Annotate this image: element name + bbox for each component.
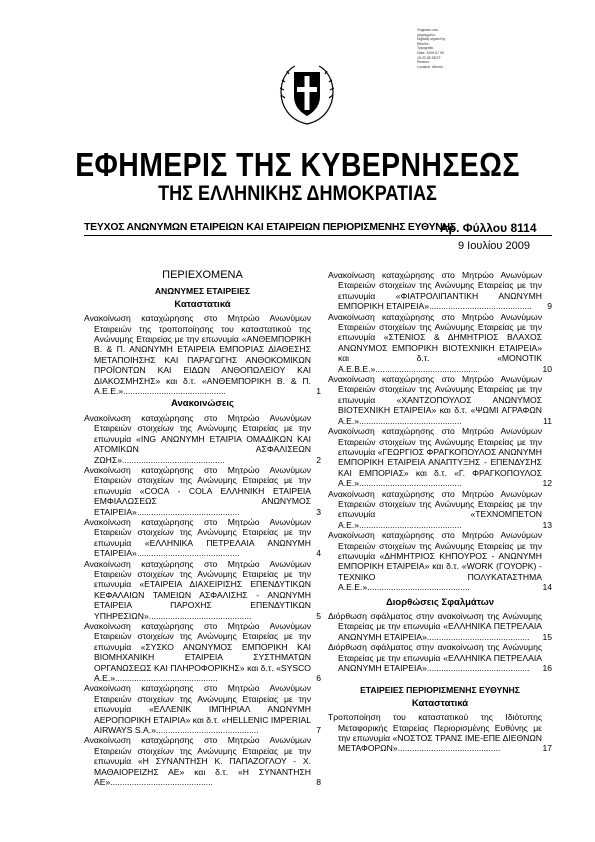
toc-entry bbox=[328, 489, 552, 531]
toc-entry-page: 6 bbox=[316, 673, 321, 684]
stamp-line: Typografio bbox=[417, 46, 434, 51]
sheet-number bbox=[440, 221, 537, 235]
toc-entry bbox=[84, 559, 321, 621]
toc-entry-text: Ανακοίνωση καταχώρησης στο Μητρώο Ανωνύμων Εταιρειών της τροποποίησης του καταστατικού της Ανώνυμης Εταιρείας με την επωνυμία «ΑΝΘΕΜΠΟΡΙΚΗ Β. & Π. ΑΝΩΝΥΜΗ ΕΤΑΙΡΕΙΑ ΕΜΠΟΡΙΑΣ ΔΙΑΘΕΣΗΣ ΜΕΤΑΠΟΙΗΣΗΣ ΚΑΙ ΠΑΡΑΓΩΓΗΣ ΑΝΘΟΚΟΜΙΚΩΝ ΠΡΟΪΟΝΤΩΝ ΚΑΙ ΕΙΔΩΝ ΑΝΘΟΠΩΛΕΙΟΥ ΚΑΙ ΔΙΑΚΟΣΜΗΣΗΣ» και δ.τ. «ΑΝΘΕΜΠΟΡΙΚΗ Β. & Π. Α.Ε.Ε.» ..... bbox=[84, 313, 311, 396]
section-heading-sa: ΑΝΩΝΥΜΕΣ ΕΤΑΙΡΕΙΕΣ bbox=[154, 286, 251, 297]
toc-entry-text: Διόρθωση σφάλματος στην ανακοίνωση της Ανώνυμης Εταιρείας με την επωνυμία «ΕΛΛΗΝΙΚΑ ΠΕΤΡΕΛΑΙΑ ΑΝΩΝΥΜΗ ΕΤΑΙΡΕΙΑ» ..... bbox=[328, 611, 542, 642]
toc-entry-page: 7 bbox=[316, 725, 321, 736]
toc-entry-page: 17 bbox=[542, 743, 552, 754]
toc-entry-page: 14 bbox=[542, 582, 552, 593]
toc-entry-page: 3 bbox=[316, 506, 321, 517]
announcements-list bbox=[84, 413, 321, 788]
subheading-announcements: Ανακοινώσεις bbox=[171, 398, 234, 410]
stamp-line: Date: 2009.07.09 bbox=[417, 50, 444, 55]
toc-entry-text: Ανακοίνωση καταχώρησης στο Μητρώο Ανωνύμων Εταιρειών στοιχείων της Ανώνυμης Εταιρείας με την επωνυμία «ΣΥΣΚΟ ΑΝΩΝΥΜΟΣ ΕΜΠΟΡΙΚΗ ΚΑΙ ΒΙΟΜΗΧΑΝΙΚΗ ΕΤΑΙΡΕΙΑ ΣΥΣΤΗΜΑΤΩΝ ΟΡΓΑΝΩΣΕΩΣ ΚΑΙ ΠΛΗΡΟΦΟΡΙΚΗΣ» και δ.τ. «SYSCO Α.Ε.» ..... bbox=[84, 621, 311, 683]
subheading-statutes: Καταστατικά bbox=[174, 298, 231, 310]
toc-entry bbox=[328, 712, 552, 754]
toc-entry-page: 9 bbox=[547, 301, 552, 312]
stamp-line: γεγραμμένο bbox=[417, 32, 436, 37]
toc-heading: ΠΕΡΙΕΧΟΜΕΝΑ bbox=[162, 269, 243, 281]
toc-entry-text: Ανακοίνωση καταχώρησης στο Μητρώο Ανωνύμων Εταιρειών στοιχείων της Ανώνυμης Εταιρείας με την επωνυμία «ING ΑΝΩΝΥΜΗ ΕΤΑΙΡΙΑ ΟΜΑΔΙΚΩΝ ΚΑΙ ΑΤΟΜΙΚΩΝ ΑΣΦΑΛΙΣΕΩΝ ΖΩΗΣ» ..... bbox=[84, 413, 311, 465]
toc-right-column bbox=[328, 270, 552, 754]
sheet-number-value: 8114 bbox=[510, 221, 537, 235]
toc-entry-text: Ανακοίνωση καταχώρησης στο Μητρώο Ανωνύμων Εταιρειών στοιχείων της Ανώνυμης Εταιρείας με την επωνυμία «ΕΛΛΗΝΙΚΑ ΠΕΤΡΕΛΑΙΑ ΑΝΩΝΥΜΗ ΕΤΑΙΡΕΙΑ» ..... bbox=[84, 517, 311, 558]
toc-entry-text: Ανακοίνωση καταχώρησης στο Μητρώο Ανωνύμων Εταιρειών στοιχείων της Ανώνυμης Εταιρείας με την επωνυμία «ΦΙΑΤΡΟΛΙΠΑΝΤΙΚΗ ΑΝΩΝΥΜΗ ΕΜΠΟΡΙΚΗ ΕΤΑΙΡΕΙΑ» ..... bbox=[328, 270, 542, 311]
toc-entry bbox=[328, 426, 552, 488]
section-heading-ltd: ΕΤΑΙΡΕΙΕΣ ΠΕΡΙΟΡΙΣΜΕΝΗΣ ΕΥΘΥΝΗΣ bbox=[360, 685, 520, 696]
toc-entry-text: Ανακοίνωση καταχώρησης στο Μητρώο Ανωνύμων Εταιρειών στοιχείων της Ανώνυμης Εταιρείας με την επωνυμία «Η ΣΥΝΑΝΤΗΣΗ Κ. ΠΑΠΑΖΟΓΛΟΥ - Χ. ΜΑΘΑΙΟΡΕΙΖΗΣ ΑΕ» και δ.τ. «Η ΣΥΝΑΝΤΗΣΗ ΑΕ» ..... bbox=[84, 735, 311, 787]
toc-entry-text: Ανακοίνωση καταχώρησης στο Μητρώο Ανωνύμων Εταιρειών στοιχείων της Ανώνυμης Εταιρείας με την επωνυμία «ΤΕΧΝΟΜΠΕΤΟΝ Α.Ε.» ..... bbox=[328, 489, 542, 530]
toc-entry-text: Ανακοίνωση καταχώρησης στο Μητρώο Ανωνύμων Εταιρειών στοιχείων της Ανώνυμης Εταιρείας με την επωνυμία «ΔΗΜΗΤΡΙΟΣ ΚΗΠΟΥΡΟΣ - ΑΝΩΝΥΜΗ ΕΜΠΟΡΙΚΗ ΕΤΑΙΡΕΙΑ» και δ.τ. «WORK (ΓΟΥΟΡΚ) - ΤΕΧΝΙΚΟ ΠΟΛΥΚΑΤΑΣΤΗΜΑ Α.Ε.Ε.» ..... bbox=[328, 530, 542, 592]
toc-entry bbox=[328, 530, 552, 592]
toc-entry-page: 13 bbox=[542, 519, 552, 530]
toc-entry-text: Ανακοίνωση καταχώρησης στο Μητρώο Ανωνύμων Εταιρειών στοιχείων της Ανώνυμης Εταιρείας με την επωνυμία «ΣΤΕΝΙΟΣ & ΔΗΜΗΤΡΙΟΣ ΒΛΑΧΟΣ ΑΝΩΝΥΜΟΣ ΕΜΠΟΡΙΚΗ ΒΙΟΤΕΧΝΙΚΗ ΕΤΑΙΡΕΙΑ» και δ.τ. «ΜΟΝΟΤΙΚ Α.Ε.Β.Ε.» ..... bbox=[328, 312, 542, 374]
toc-entry bbox=[328, 611, 552, 642]
greek-coat-of-arms-emblem bbox=[277, 58, 337, 128]
toc-entry bbox=[328, 270, 552, 312]
stamp-line: 15:33:38 EEST bbox=[417, 55, 441, 60]
subheading-ltd-statutes: Καταστατικά bbox=[411, 697, 469, 709]
toc-entry-text: Διόρθωση σφάλματος στην ανακοίνωση της Ανώνυμης Εταιρείας με την επωνυμία «ΕΛΛΗΝΙΚΑ ΠΕΤΡΕΛΑΙΑ ΑΝΩΝΥΜΗ ΕΤΑΙΡΕΙΑ» ..... bbox=[328, 642, 542, 673]
toc-entry bbox=[84, 621, 321, 683]
toc-entry bbox=[84, 735, 321, 787]
gazette-title: ΕΦΗΜΕΡΙΣ ΤΗΣ ΚΥΒΕΡΝΗΣΕΩΣ bbox=[75, 146, 520, 183]
toc-entry-text: Τροποποίηση του καταστατικού της Ιδιότυπης Μεταφορικής Εταιρείας Περιορισμένης Ευθύνης με την επωνυμία «ΝΟΣΤΟΣ ΤΡΑΝΣ ΙΜΕ-ΕΠΕ ΔΙΕΘΝΩΝ ΜΕΤΑΦΟΡΩΝ» ..... bbox=[328, 712, 542, 753]
toc-entry-page: 5 bbox=[316, 610, 321, 621]
issue-date: 9 Ιουλίου 2009 bbox=[458, 240, 530, 252]
toc-entry-text: Ανακοίνωση καταχώρησης στο Μητρώο Ανωνύμων Εταιρειών στοιχείων της Ανώνυμης Εταιρείας με την επωνυμία «ΓΕΩΡΓΙΟΣ ΦΡΑΓΚΟΠΟΥΛΟΣ ΑΝΩΝΥΜΗ ΕΜΠΟΡΙΚΗ ΕΤΑΙΡΕΙΑ ΑΝΑΠΤΥΞΗΣ - ΕΠΕΝΔΥΣΗΣ ΚΑΙ ΕΜΠΟΡΙΑΣ» και δ.τ. «Γ. ΦΡΑΓΚΟΠΟΥΛΟΣ Α.Ε.» ..... bbox=[328, 426, 542, 488]
toc-entry-text: Ανακοίνωση καταχώρησης στο Μητρώο Ανωνύμων Εταιρειών στοιχείων της Ανώνυμης Εταιρείας με την επωνυμία «ΧΑΝΤΖΟΠΟΥΛΟΣ ΑΝΩΝΥΜΟΣ ΒΙΟΤΕΧΝΙΚΗ ΕΤΑΙΡΕΙΑ» και δ.τ. «ΨΩΜΙ ΑΓΡΑΦΩΝ Α.Ε.» ..... bbox=[328, 374, 542, 426]
toc-entry-page: 4 bbox=[316, 548, 321, 559]
toc-entry-text: Ανακοίνωση καταχώρησης στο Μητρώο Ανωνύμων Εταιρειών στοιχείων της Ανώνυμης Εταιρείας με την επωνυμία «ΕΛΛΕΝΙΚ ΙΜΠΗΡΙΑΛ ΑΝΩΝΥΜΗ ΑΕΡΟΠΟΡΙΚΗ ΕΤΑΙΡΙΑ» και δ.τ. «HELLENIC IMPERIAL AIRWAYS S.A.» ..... bbox=[84, 683, 311, 735]
toc-entry-text: Ανακοίνωση καταχώρησης στο Μητρώο Ανωνύμων Εταιρειών στοιχείων της Ανώνυμης Εταιρείας με την επωνυμία «ΕΤΑΙΡΕΙΑ ΔΙΑΧΕΙΡΙΣΗΣ ΕΠΕΝΔΥΤΙΚΩΝ ΚΕΦΑΛΑΙΩΝ ΤΑΜΕΙΩΝ ΑΣΦΑΛΙΣΗΣ - ΑΝΩΝΥΜΗ ΕΤΑΙΡΕΙΑ ΠΑΡΟΧΗΣ ΕΠΕΝΔΥΤΙΚΩΝ ΥΠΗΡΕΣΙΩΝ» ..... bbox=[84, 559, 311, 621]
header-rule bbox=[84, 235, 552, 236]
toc-entry bbox=[328, 312, 552, 374]
toc-entry bbox=[328, 374, 552, 426]
toc-entry bbox=[328, 642, 552, 673]
stamp-line: Digitally signed by bbox=[417, 37, 446, 42]
stamp-line: Location: Athens bbox=[417, 64, 443, 69]
stamp-line: Ethniko bbox=[417, 41, 429, 46]
toc-entry bbox=[84, 413, 321, 465]
sheet-label: Αρ. Φύλλου bbox=[440, 221, 508, 235]
toc-entry-text: Ανακοίνωση καταχώρησης στο Μητρώο Ανωνύμων Εταιρειών στοιχείων της Ανώνυμης Εταιρείας με την επωνυμία «COCA - COLA ΕΛΛΗΝΙΚΗ ΕΤΑΙΡΕΙΑ ΕΜΦΙΑΛΩΣΕΩΣ ΑΝΩΝΥΜΟΣ ΕΤΑΙΡΕΙΑ» ..... bbox=[84, 465, 311, 517]
toc-entry bbox=[84, 313, 321, 396]
toc-entry-page: 12 bbox=[542, 478, 552, 489]
toc-entry bbox=[84, 683, 321, 735]
toc-entry bbox=[84, 465, 321, 517]
ltd-statutes-list bbox=[328, 712, 552, 754]
toc-entry-page: 2 bbox=[316, 454, 321, 465]
toc-entry-page: 1 bbox=[316, 386, 321, 397]
toc-entry-page: 16 bbox=[542, 663, 552, 674]
toc-entry-page: 8 bbox=[316, 777, 321, 788]
toc-left-column bbox=[84, 270, 321, 788]
announcements-list-continued bbox=[328, 270, 552, 593]
stamp-line: Reason: bbox=[417, 60, 431, 65]
toc-entry-page: 11 bbox=[543, 415, 552, 426]
toc-entry bbox=[84, 517, 321, 559]
gazette-subtitle: ΤΗΣ ΕΛΛΗΝΙΚΗΣ ΔΗΜΟΚΡΑΤΙΑΣ bbox=[158, 182, 437, 205]
toc-entry-page: 10 bbox=[542, 363, 552, 374]
digital-signature-stamp bbox=[417, 28, 465, 69]
corrections-list bbox=[328, 611, 552, 673]
subheading-corrections: Διορθώσεις Σφαλμάτων bbox=[385, 596, 495, 608]
issue-type: ΤΕΥΧΟΣ ΑΝΩΝΥΜΩΝ ΕΤΑΙΡΕΙΩΝ ΚΑΙ ΕΤΑΙΡΕΙΩΝ ΠΕΡΙΟΡΙΣΜΕΝΗΣ ΕΥΘΥΝΗΣ bbox=[84, 222, 456, 233]
toc-entry-page: 15 bbox=[542, 631, 552, 642]
stamp-line: Ψηφιακά υπο- bbox=[417, 28, 440, 32]
statutes-list bbox=[84, 313, 321, 396]
